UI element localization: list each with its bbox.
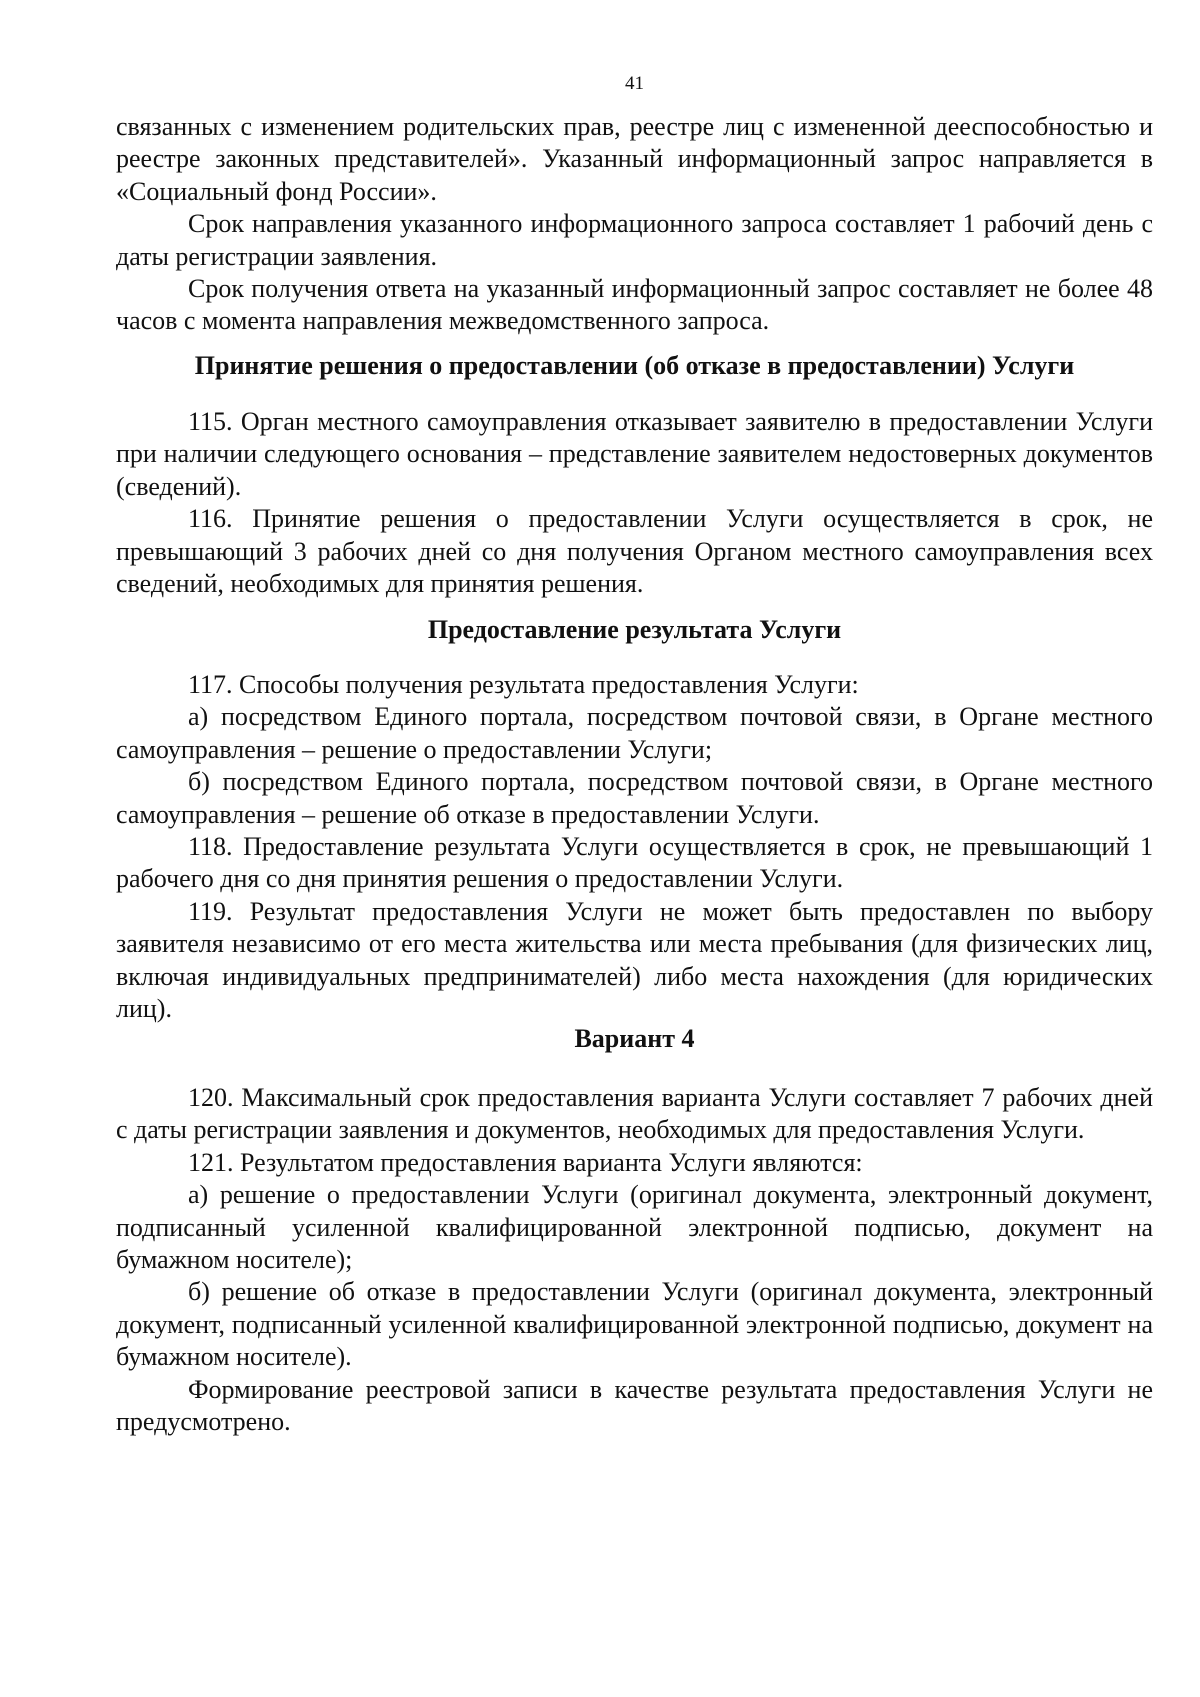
intro-block <box>116 111 1153 338</box>
section-heading-result: Предоставление результата Услуги <box>427 615 842 644</box>
paragraph-continuation: связанных с изменением родительских прав, реестре лиц с измененной дееспособностью и реестре законных представителей». Указанный информационный запрос направляется в «Социальный фонд России». <box>116 112 1153 206</box>
paragraph-119: 119. Результат предоставления Услуги не может быть предоставлен по выбору заявителя независимо от его места жительства или места пребывания (для физических лиц, включая индивидуальных предпринимателей) либо места нахождения (для юридических лиц). <box>116 896 1153 1024</box>
paragraph-request-deadline: Срок направления указанного информационного запроса составляет 1 рабочий день с даты регистрации заявления. <box>116 209 1153 271</box>
paragraph-115: 115. Орган местного самоуправления отказывает заявителю в предоставлении Услуги при наличии следующего основания – представление заявителем недостоверных документов (сведений). <box>116 407 1153 501</box>
paragraph-117-b: б) посредством Единого портала, посредством почтовой связи, в Органе местного самоуправления – решение об отказе в предоставлении Услуги. <box>116 767 1153 829</box>
paragraph-121-a: а) решение о предоставлении Услуги (оригинал документа, электронный документ, подписанный усиленной квалифицированной электронной подписью, документ на бумажном носителе); <box>116 1180 1153 1275</box>
paragraph-117: 117. Способы получения результата предоставления Услуги: <box>188 670 859 699</box>
decision-block <box>116 406 1153 600</box>
paragraph-response-deadline: Срок получения ответа на указанный информационный запрос составляет не более 48 часов с момента направления межведомственного запроса. <box>116 274 1153 336</box>
paragraph-121: 121. Результатом предоставления варианта Услуги являются: <box>188 1147 863 1177</box>
section-heading-decision: Принятие решения о предоставлении (об отказе в предоставлении) Услуги <box>194 351 1075 380</box>
paragraph-118: 118. Предоставление результата Услуги осуществляется в срок, не превышающий 1 рабочего дня со дня принятия решения о предоставлении Услуги. <box>116 832 1153 894</box>
page-number: 41 <box>625 73 644 94</box>
paragraph-116: 116. Принятие решения о предоставлении Услуги осуществляется в срок, не превышающий 3 рабочих дней со дня получения Органом местного самоуправления всех сведений, необходимых для принятия решения. <box>116 504 1153 599</box>
paragraph-120: 120. Максимальный срок предоставления варианта Услуги составляет 7 рабочих дней с даты регистрации заявления и документов, необходимых для предоставления Услуги. <box>116 1083 1153 1145</box>
paragraph-117-a: а) посредством Единого портала, посредством почтовой связи, в Органе местного самоуправления – решение о предоставлении Услуги; <box>116 702 1153 764</box>
paragraph-121-b: б) решение об отказе в предоставлении Услуги (оригинал документа, электронный документ, подписанный усиленной квалифицированной электронной подписью, документ на бумажном носителе). <box>116 1277 1153 1372</box>
paragraph-121-c: Формирование реестровой записи в качестве результата предоставления Услуги не предусмотрено. <box>116 1374 1153 1437</box>
variant-4-block <box>116 1082 1153 1438</box>
result-block <box>116 669 1153 1025</box>
section-heading-variant-4: Вариант 4 <box>574 1024 695 1053</box>
